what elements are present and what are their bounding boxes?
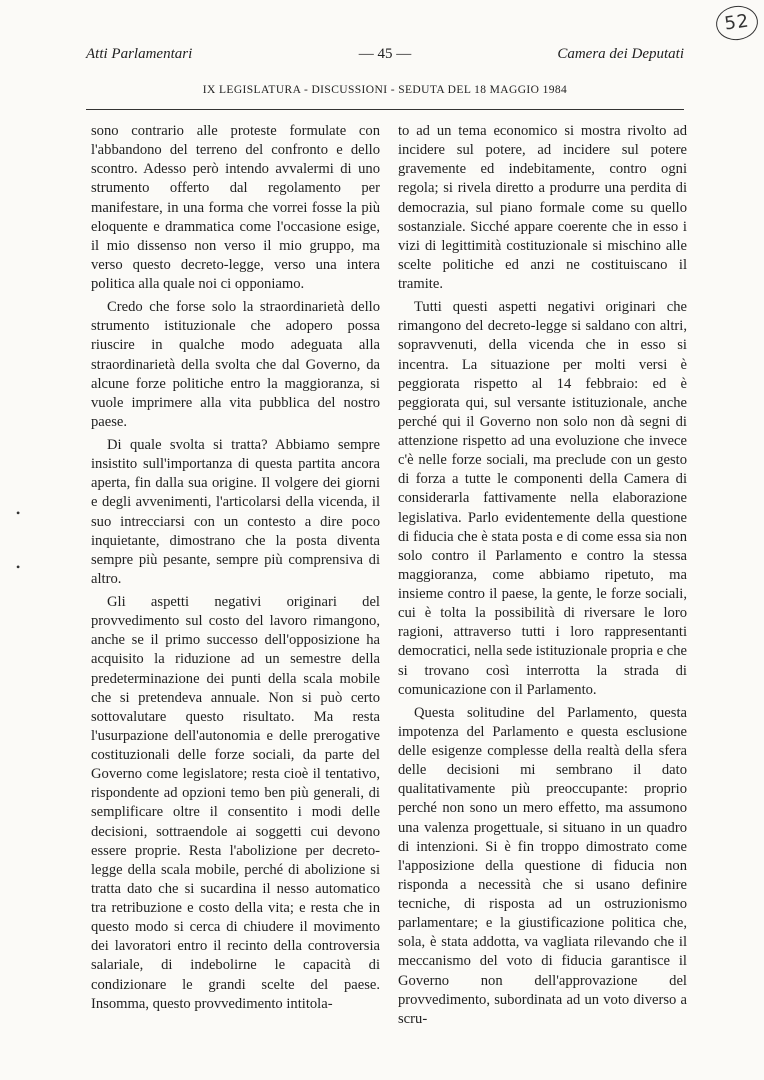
paragraph: to ad un tema economico si mostra rivolto ad incidere sul potere, ad incidere sul potere gravemente ed indebitamente, contro ogni regola; si rivela diretto a produrre una perdita di democrazia, sul piano formale come su quello sostanziale. Sicché appare coerente che in esso i vizi di legittimità costituzionale si mischino alle scelte politiche ed anzi ne costituiscano il tramite. xyxy=(398,123,687,292)
header-rule xyxy=(86,109,684,110)
margin-dot: • xyxy=(16,560,21,574)
paragraph: Tutti questi aspetti negativi originari che rimangono del decreto-legge si saldano con altri, sopravvenuti, della vicenda che in esso si incentra. La situazione per molti versi è peggiorata rispetto al 14 febbraio: ed è peggiorata qui, sul versante istituzionale, anche perché qui il Governo non solo non dà segni di attenzione rispetto ad una evoluzione che invece c'è nelle forze sociali, ma preclude con un gesto di forza a tutte le componenti della Camera di considerarla fattivamente nella elaborazione legislativa. Parlo evidentemente della questione di fiducia che è stata posta e di come essa sia non solo contro il Parlamento e contro la stessa maggioranza, come abbiamo ripetuto, ma insieme contro il paese, la gente, le forze sociali, cui è tolta la possibilità di riversare le loro ragioni, attraverso tutti i loro rappresentanti democratici, nella sede istituzionale propria e che si trovano così interrotta la strada di comunicazione con il Parlamento. xyxy=(398,299,687,698)
right-column xyxy=(398,122,687,1029)
header-left: Atti Parlamentari xyxy=(86,46,193,62)
margin-dot: • xyxy=(16,506,21,520)
header-right: Camera dei Deputati xyxy=(557,46,684,62)
paragraph: Credo che forse solo la straordinarietà dello strumento istituzionale che adopero possa riuscire in qualche modo adeguata alla straordinarietà della svolta che dal Governo, da alcune forze politiche entro la maggioranza, si vuole imprimere alla vita pubblica del nostro paese. xyxy=(91,299,380,430)
left-column xyxy=(91,122,380,1014)
page-stamp: 52 xyxy=(714,3,760,43)
paragraph: Questa solitudine del Parlamento, questa impotenza del Parlamento e questa esclusione delle esigenze complesse della realtà della sfera delle decisioni mi sembrano il dato qualitativamente più preoccupante: proprio perché non sono un mero effetto, ma assumono una valenza progettuale, si situano in un quadro di intenzioni. Si è fin troppo dimostrato come l'apposizione della questione di fiducia non risponda a necessità che si usano definire tecniche, di risposta ad un ostruzionismo parlamentare; e la giustificazione politica che, sola, è stata addotta, va vagliata rilevando che il meccanismo del voto di fiducia garantisce il Governo non dell'approvazione del provvedimento, subordinata ad un voto diverso a scru- xyxy=(398,704,687,1027)
running-header xyxy=(86,46,684,68)
paragraph: Di quale svolta si tratta? Abbiamo sempre insistito sull'importanza di questa partita ancora aperta, fin dalla sua origine. Il volgere dei giorni e degli avvenimenti, l'articolarsi della vicenda, il suo intrecciarsi con un contesto a dire poco inquietante, dimostrano che la posta diventa sempre più pesante, sempre più comprensiva di altro. xyxy=(91,437,380,587)
session-subheader: IX LEGISLATURA - DISCUSSIONI - SEDUTA DEL 18 MAGGIO 1984 xyxy=(202,84,568,96)
page-number: — 45 — xyxy=(358,46,412,62)
paragraph: Gli aspetti negativi originari del provvedimento sul costo del lavoro rimangono, anche se il primo successo dell'opposizione ha acquisito la riduzione ad un semestre della predeterminazione dei punti della scala mobile che si pretendeva annuale. Non si può certo sottovalutare questo risultato. Ma resta l'usurpazione dell'autonomia e delle prerogative costituzionali delle forze sociali, da parte del Governo come legislatore; resta cioè il tentativo, rispondente ad opzioni temo ben più generali, di semplificare oltre il consentito i modi delle decisioni, sottraendole ai soggetti cui devono essere proprie. Resta l'abolizione per decreto-legge della scala mobile, perché di abolizione si tratta dato che si sucardina il nesso automatico tra retribuzione e costo della vita; e resta che in questo modo si cerca di chiudere il movimento dei lavoratori entro il recinto della controversia salariale, di indebolirne le capacità di condizionare le grandi scelte del paese. Insomma, questo provvedimento intitola- xyxy=(91,594,380,1012)
paragraph: sono contrario alle proteste formulate con l'abbandono del terreno del confronto e dello scontro. Adesso però intendo avvalermi di uno strumento offerto dal regolamento per manifestare, in una forma che vorrei fosse la più eloquente e drammatica come l'occasione esige, il mio dissenso non verso il mio gruppo, ma verso questo decreto-legge, verso una intera politica alla quale noi ci opponiamo. xyxy=(91,123,380,292)
